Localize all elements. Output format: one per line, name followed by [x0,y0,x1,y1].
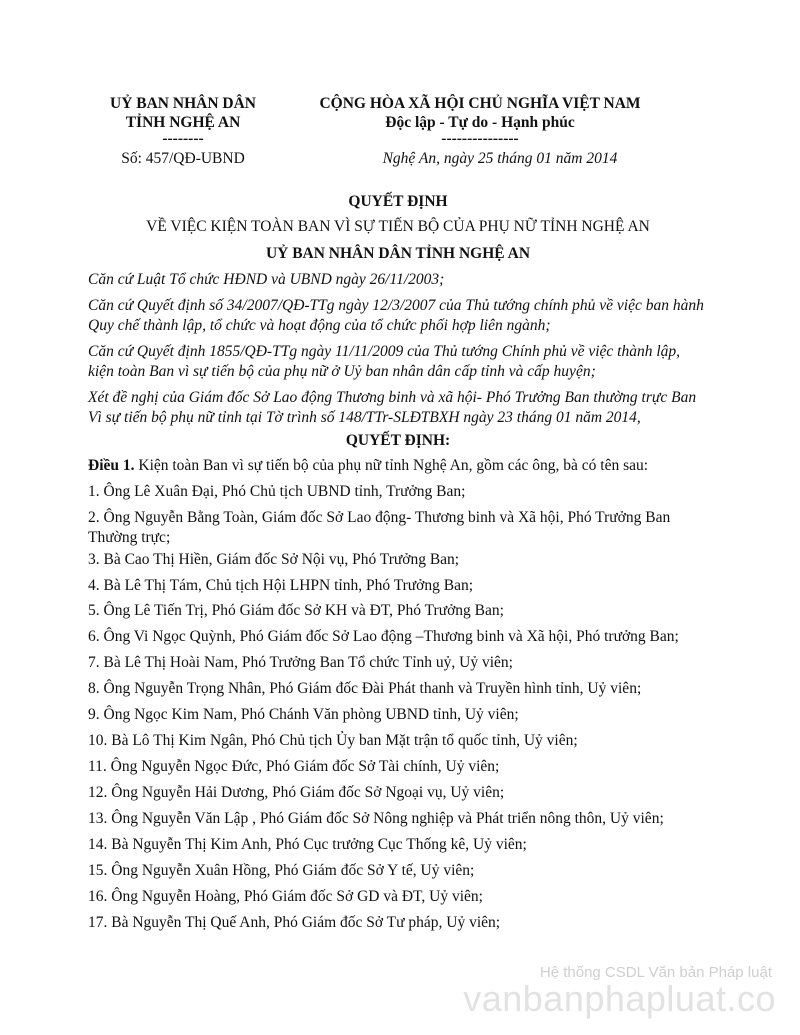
list-item: 17. Bà Nguyễn Thị Quế Anh, Phó Giám đốc Sở Tư pháp, Uỷ viên; [88,914,501,931]
list-item: 1. Ông Lê Xuân Đại, Phó Chủ tịch UBND tỉnh, Trưởng Ban; [88,483,466,500]
legal-basis-1: Căn cứ Luật Tổ chức HĐND và UBND ngày 26/11/2003; [88,271,445,288]
issuing-authority-block [88,94,278,168]
list-item: 12. Ông Nguyễn Hải Dương, Phó Giám đốc Sở Ngoại vụ, Uỷ viên; [88,784,505,801]
org-name-line1: UỶ BAN NHÂN DÂN [110,95,256,112]
list-item: 6. Ông Vi Ngọc Quỳnh, Phó Giám đốc Sở Lao động –Thương binh và Xã hội, Phó trưởng Ban; [88,628,679,645]
legal-basis-3: Căn cứ Quyết định 1855/QĐ-TTg ngày 11/11/2009 của Thủ tướng Chính phủ về việc thành lập, kiện toàn Ban vì sự tiến bộ của phụ nữ ở Uỷ ban nhân dân cấp tỉnh và cấp huyện; [88,343,681,380]
national-motto: Độc lập - Tự do - Hạnh phúc [385,114,575,131]
document-subject: VỀ VIỆC KIỆN TOÀN BAN VÌ SỰ TIẾN BỘ CỦA PHỤ NỮ TỈNH NGHỆ AN [146,218,650,235]
org-name-line2: TỈNH NGHỆ AN [125,114,241,131]
motto-separator: --------------- [441,130,519,147]
authority-heading: UỶ BAN NHÂN DÂN TỈNH NGHỆ AN [265,245,531,262]
list-item: 3. Bà Cao Thị Hiền, Giám đốc Sở Nội vụ, Phó Trưởng Ban; [88,551,460,568]
list-item: 13. Ông Nguyễn Văn Lập , Phó Giám đốc Sở Nông nghiệp và Phát triển nông thôn, Uỷ viên; [88,810,664,827]
document-heading: QUYẾT ĐỊNH [348,193,448,210]
list-item: 2. Ông Nguyễn Bằng Toàn, Giám đốc Sở Lao động- Thương binh và Xã hội, Phó Trưởng Ban Thường trực; [88,509,671,546]
list-item: 11. Ông Nguyễn Ngọc Đức, Phó Giám đốc Sở Tài chính, Uỷ viên; [88,758,500,775]
list-item: 10. Bà Lô Thị Kim Ngân, Phó Chủ tịch Ủy ban Mặt trận tổ quốc tỉnh, Uỷ viên; [88,732,578,749]
national-motto-block [290,94,670,168]
list-item: 4. Bà Lê Thị Tám, Chủ tịch Hội LHPN tỉnh, Phó Trưởng Ban; [88,577,474,594]
nation-name: CỘNG HÒA XÃ HỘI CHỦ NGHĨA VIỆT NAM [319,95,641,112]
list-item: 8. Ông Nguyễn Trọng Nhân, Phó Giám đốc Đài Phát thanh và Truyền hình tỉnh, Uỷ viên; [88,680,642,697]
document-number: Số: 457/QĐ-UBND [121,150,245,167]
article-1-text: Kiện toàn Ban vì sự tiến bộ của phụ nữ tỉnh Nghệ An, gồm các ông, bà có tên sau: [134,457,649,474]
legal-basis-2: Căn cứ Quyết định số 34/2007/QĐ-TTg ngày 12/3/2007 của Thủ tướng chính phủ về việc ban hành Quy chế thành lập, tổ chức và hoạt động của tổ chức phối hợp liên ngành; [88,297,704,334]
watermark-site: vanbanphapluat.co [463,978,776,1019]
decision-heading: QUYẾT ĐỊNH: [345,432,451,449]
watermark-caption: Hệ thống CSDL Văn bản Pháp luật [539,964,772,981]
list-item: 9. Ông Ngọc Kim Nam, Phó Chánh Văn phòng UBND tỉnh, Uỷ viên; [88,706,519,723]
list-item: 7. Bà Lê Thị Hoài Nam, Phó Trưởng Ban Tổ chức Tỉnh uỷ, Uỷ viên; [88,654,513,671]
list-item: 5. Ông Lê Tiến Trị, Phó Giám đốc Sở KH và ĐT, Phó Trưởng Ban; [88,602,504,619]
list-item: 16. Ông Nguyễn Hoàng, Phó Giám đốc Sở GD và ĐT, Uỷ viên; [88,888,483,905]
legal-basis-4: Xét đề nghị của Giám đốc Sở Lao động Thương binh và xã hội- Phó Trưởng Ban thường trực Ban Vì sự tiến bộ phụ nữ tỉnh tại Tờ trình số 148/TTr-SLĐTBXH ngày 23 tháng 01 năm 2014, [88,389,697,426]
org-separator: -------- [162,130,204,147]
place-date: Nghệ An, ngày 25 tháng 01 năm 2014 [382,150,618,167]
list-item: 15. Ông Nguyễn Xuân Hồng, Phó Giám đốc Sở Y tế, Uỷ viên; [88,862,475,879]
list-item: 14. Bà Nguyễn Thị Kim Anh, Phó Cục trưởng Cục Thống kê, Uỷ viên; [88,836,527,853]
article-1-label: Điều 1. [88,457,135,474]
article-1 [88,457,708,475]
